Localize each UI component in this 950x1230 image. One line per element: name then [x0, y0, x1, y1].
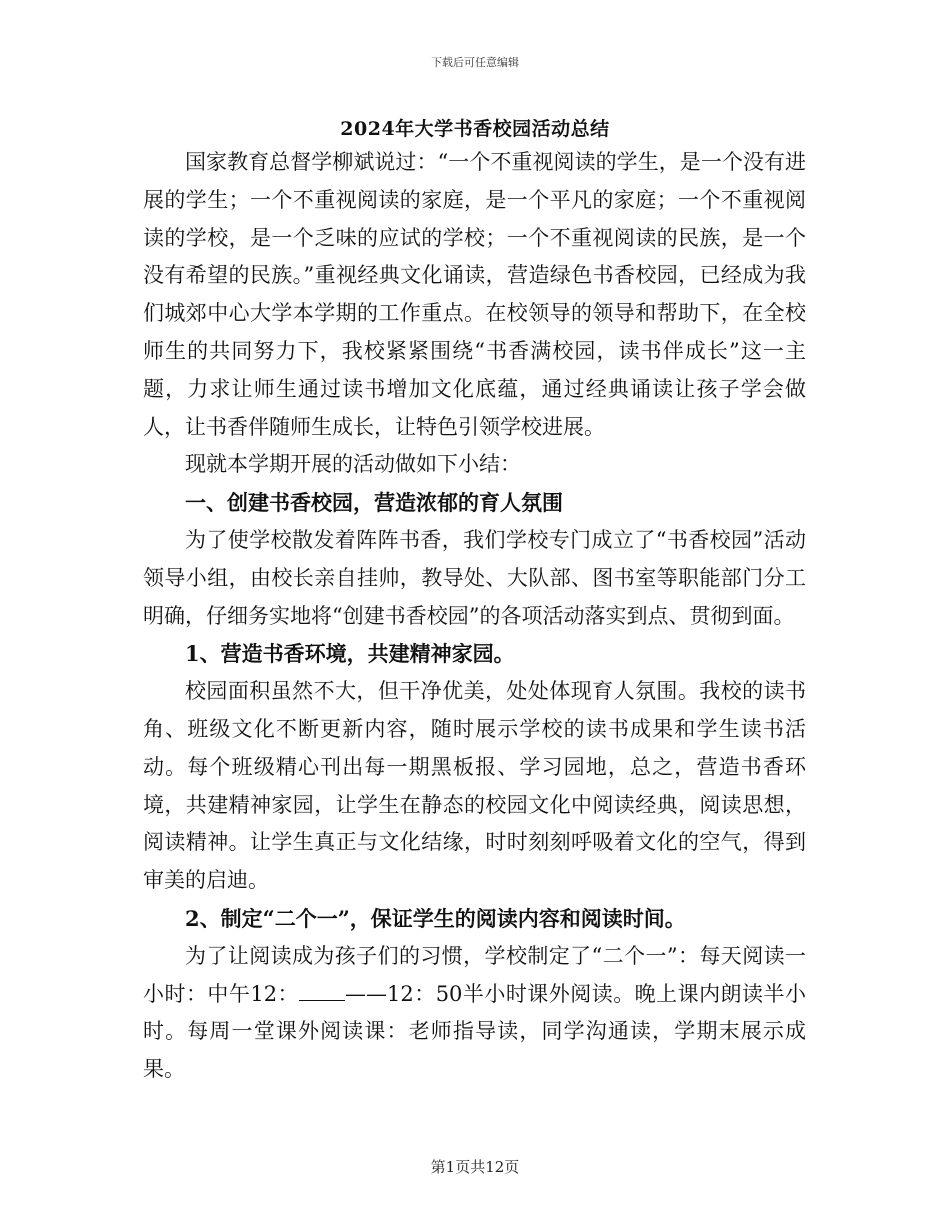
section-heading-1: 一、创建书香校园，营造浓郁的育人氛围 [185, 490, 563, 516]
paragraph-subsection-2-part1: 为了让阅读成为孩子们的习惯，学校制定了“二个一”：每天阅读一小时：中午12： [143, 943, 806, 1006]
paragraph-subsection-2-part2: ——12：50半小时课外阅读。晚上课内朗读半小时。每周一堂课外阅读课：老师指导读，同学沟通读，学期末展示成果。 [143, 981, 806, 1082]
page-footer: 第1页共12页 [430, 1158, 520, 1176]
paragraph-summary-lead: 现就本学期开展的活动做如下小结： [185, 452, 521, 477]
paragraph-subsection-1: 校园面积虽然不大，但干净优美，处处体现育人氛围。我校的读书角、班级文化不断更新内容，随时展示学校的读书成果和学生读书活动。每个班级精心刊出每一期黑板报、学习园地，总之，营造书香环境，共建精神家园，让学生在静态的校园文化中阅读经典，阅读思想，阅读精神。让学生真正与文化结缘，时时刻刻呼吸着文化的空气，得到审美的启迪。 [143, 679, 806, 893]
header-note: 下载后可任意编辑 [431, 56, 519, 69]
paragraph-subsection-2 [143, 938, 806, 1089]
subsection-heading-2: 2、制定“二个一”，保证学生的阅读内容和阅读时间。 [185, 905, 686, 931]
paragraph-intro: 国家教育总督学柳斌说过：“一个不重视阅读的学生，是一个没有进展的学生；一个不重视阅读的家庭，是一个平凡的家庭；一个不重视阅读的学校，是一个乏味的应试的学校；一个不重视阅读的民族，是一个没有希望的民族。”重视经典文化诵读，营造绿色书香校园，已经成为我们城郊中心大学本学期的工作重点。在校领导的领导和帮助下，在全校师生的共同努力下，我校紧紧围绕“书香满校园，读书伴成长”这一主题，力求让师生通过读书增加文化底蕴，通过经典诵读让孩子学会做人，让书香伴随师生成长，让特色引领学校进展。 [143, 150, 806, 439]
paragraph-section-1: 为了使学校散发着阵阵书香，我们学校专门成立了“书香校园”活动领导小组，由校长亲自挂帅，教导处、大队部、图书室等职能部门分工明确，仔细务实地将“创建书香校园”的各项活动落实到点、贯彻到面。 [143, 527, 806, 628]
blank-underline [299, 982, 345, 1001]
document-title: 2024年大学书香校园活动总结 [340, 118, 610, 140]
document-body [143, 144, 806, 1089]
subsection-heading-1: 1、营造书香环境，共建精神家园。 [185, 641, 515, 667]
